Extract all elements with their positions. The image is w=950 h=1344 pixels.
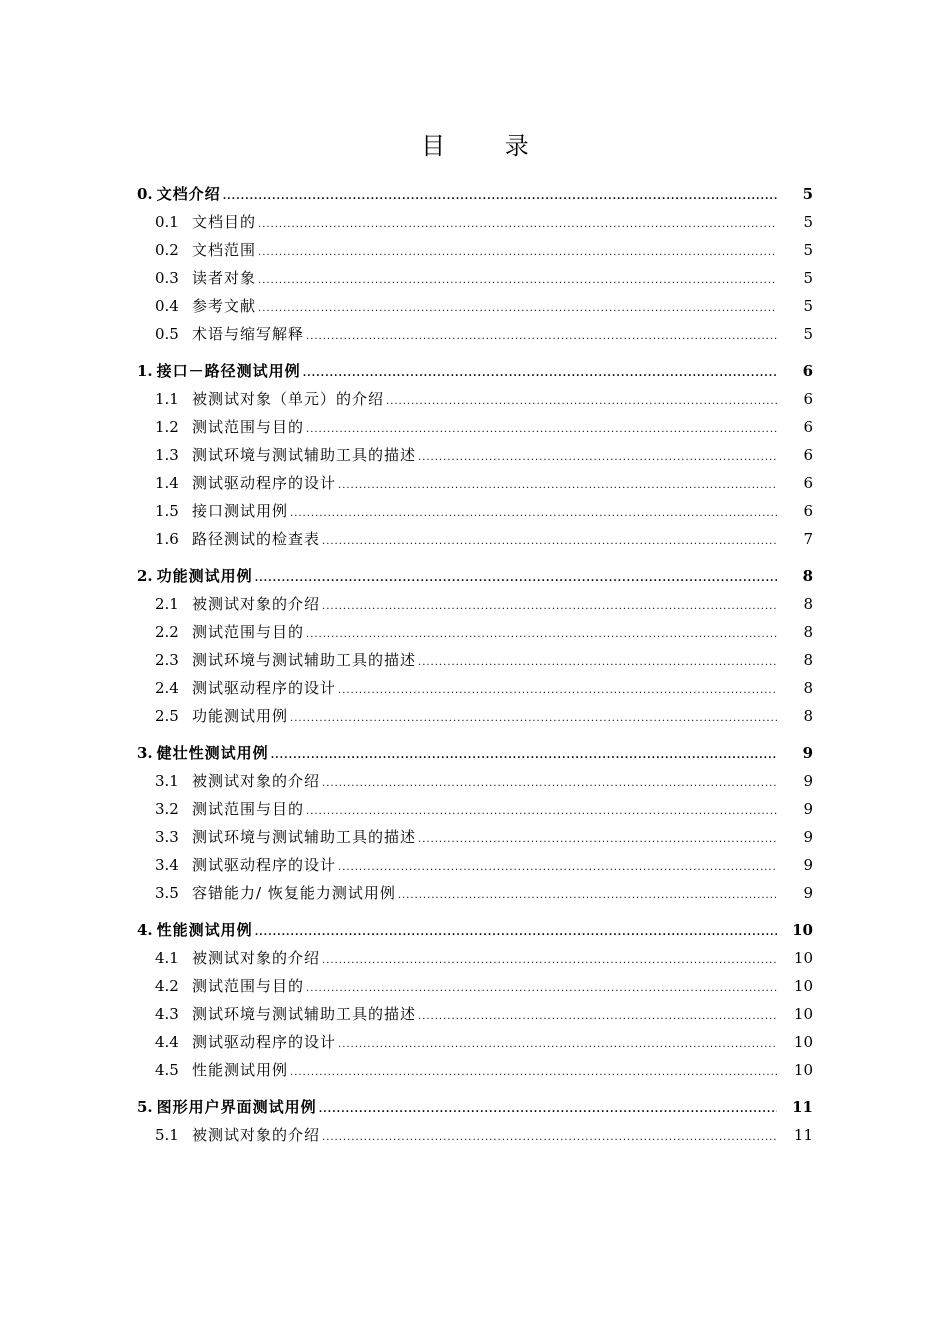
toc-section-entry[interactable]	[137, 320, 813, 348]
page-number: 9	[803, 828, 813, 846]
section-number: 4.3	[155, 1005, 179, 1023]
section-number: 5.1	[155, 1126, 179, 1144]
toc-section-entry[interactable]	[137, 702, 813, 730]
dot-leader	[290, 1056, 777, 1087]
toc-section-entry[interactable]	[137, 292, 813, 320]
section-number: 0.2	[155, 241, 179, 259]
section-title: 接口测试用例	[192, 502, 289, 520]
page-number: 5	[803, 325, 813, 343]
chapter-number: 4.	[137, 921, 153, 939]
dot-leader	[322, 944, 777, 975]
section-title: 性能测试用例	[192, 1061, 289, 1079]
section-number: 2.3	[155, 651, 179, 669]
section-title: 测试环境与测试辅助工具的描述	[192, 828, 417, 846]
section-title: 测试驱动程序的设计	[192, 1033, 337, 1051]
dot-leader	[258, 264, 777, 295]
chapter-title: 性能测试用例	[156, 921, 253, 939]
toc-section-entry[interactable]	[137, 1000, 813, 1028]
page-number: 5	[802, 185, 813, 203]
page-number: 9	[803, 884, 813, 902]
dot-leader	[271, 739, 777, 770]
section-title: 测试驱动程序的设计	[192, 474, 337, 492]
chapter-number: 2.	[137, 567, 153, 585]
dot-leader	[258, 292, 777, 323]
section-title: 测试环境与测试辅助工具的描述	[192, 446, 417, 464]
dot-leader	[306, 413, 777, 444]
toc-section-entry[interactable]	[137, 469, 813, 497]
toc-section-entry[interactable]	[137, 944, 813, 972]
page-number: 8	[803, 651, 813, 669]
toc-chapter-entry[interactable]	[137, 916, 813, 944]
section-title: 被测试对象的介绍	[192, 595, 321, 613]
section-title: 读者对象	[192, 269, 257, 287]
section-title: 路径测试的检查表	[192, 530, 321, 548]
dot-leader	[255, 562, 777, 593]
dot-leader	[290, 702, 777, 733]
page-number: 8	[802, 567, 813, 585]
dot-leader	[338, 851, 777, 882]
page-number: 5	[803, 269, 813, 287]
toc-section-entry[interactable]	[137, 618, 813, 646]
section-title: 文档目的	[192, 213, 257, 231]
dot-leader	[418, 1000, 777, 1031]
page-number: 5	[803, 241, 813, 259]
section-title: 测试环境与测试辅助工具的描述	[192, 651, 417, 669]
section-title: 测试范围与目的	[192, 977, 305, 995]
page-number: 7	[803, 530, 813, 548]
section-number: 4.4	[155, 1033, 179, 1051]
dot-leader	[338, 674, 777, 705]
page-number: 6	[802, 362, 813, 380]
page-number: 8	[803, 595, 813, 613]
section-title: 容错能力/ 恢复能力测试用例	[192, 884, 396, 902]
toc-chapter-entry[interactable]	[137, 562, 813, 590]
section-number: 4.1	[155, 949, 179, 967]
dot-leader	[258, 236, 777, 267]
chapter-number: 1.	[137, 362, 153, 380]
section-title: 术语与缩写解释	[192, 325, 305, 343]
dot-leader	[306, 972, 777, 1003]
section-number: 4.5	[155, 1061, 179, 1079]
section-title: 参考文献	[192, 297, 257, 315]
toc-section-entry[interactable]	[137, 823, 813, 851]
toc-section-entry[interactable]	[137, 879, 813, 907]
dot-leader	[319, 1093, 777, 1124]
toc-section-entry[interactable]	[137, 525, 813, 553]
toc-chapter-entry[interactable]	[137, 739, 813, 767]
dot-leader	[322, 1121, 777, 1152]
page-number: 6	[803, 390, 813, 408]
page-number: 6	[803, 418, 813, 436]
chapter-title: 健壮性测试用例	[156, 744, 269, 762]
dot-leader	[386, 385, 777, 416]
section-number: 1.5	[155, 502, 179, 520]
dot-leader	[322, 590, 777, 621]
chapter-number: 3.	[137, 744, 153, 762]
section-title: 测试驱动程序的设计	[192, 679, 337, 697]
dot-leader	[306, 618, 777, 649]
toc-section-entry[interactable]	[137, 590, 813, 618]
dot-leader	[306, 795, 777, 826]
page-number: 8	[803, 707, 813, 725]
section-title: 文档范围	[192, 241, 257, 259]
section-number: 0.3	[155, 269, 179, 287]
section-title: 测试范围与目的	[192, 418, 305, 436]
section-number: 0.1	[155, 213, 179, 231]
chapter-title: 接口－路径测试用例	[156, 362, 301, 380]
dot-leader	[322, 767, 777, 798]
chapter-number: 0.	[137, 185, 153, 203]
section-title: 被测试对象（单元）的介绍	[192, 390, 385, 408]
page-number: 11	[792, 1098, 813, 1116]
page-number: 10	[793, 1033, 813, 1051]
page-number: 9	[802, 744, 813, 762]
toc-section-entry[interactable]	[137, 264, 813, 292]
section-number: 1.1	[155, 390, 179, 408]
toc-section-entry[interactable]	[137, 236, 813, 264]
section-number: 3.1	[155, 772, 179, 790]
section-number: 2.1	[155, 595, 179, 613]
section-title: 被测试对象的介绍	[192, 949, 321, 967]
section-number: 2.2	[155, 623, 179, 641]
dot-leader	[255, 916, 777, 947]
dot-leader	[322, 525, 777, 556]
toc-section-entry[interactable]	[137, 646, 813, 674]
dot-leader	[338, 469, 777, 500]
page-number: 6	[803, 446, 813, 464]
page-number: 9	[803, 856, 813, 874]
chapter-title: 功能测试用例	[156, 567, 253, 585]
page-number: 5	[803, 297, 813, 315]
page-number: 10	[792, 921, 813, 939]
section-number: 3.4	[155, 856, 179, 874]
toc-section-entry[interactable]	[137, 767, 813, 795]
toc-section-entry[interactable]	[137, 208, 813, 236]
section-number: 2.4	[155, 679, 179, 697]
section-title: 测试范围与目的	[192, 623, 305, 641]
dot-leader	[418, 441, 777, 472]
toc-section-entry[interactable]	[137, 1028, 813, 1056]
toc-section-entry[interactable]	[137, 1056, 813, 1084]
dot-leader	[418, 646, 777, 677]
section-number: 3.2	[155, 800, 179, 818]
toc-chapter-entry[interactable]	[137, 357, 813, 385]
page-number: 9	[803, 800, 813, 818]
dot-leader	[223, 180, 777, 211]
dot-leader	[290, 497, 777, 528]
section-number: 3.3	[155, 828, 179, 846]
page-number: 6	[803, 474, 813, 492]
chapter-title: 图形用户界面测试用例	[156, 1098, 317, 1116]
section-number: 0.4	[155, 297, 179, 315]
toc-section-entry[interactable]	[137, 497, 813, 525]
page-number: 10	[793, 949, 813, 967]
page-number: 11	[793, 1126, 813, 1144]
table-of-contents	[137, 180, 813, 1149]
page-number: 9	[803, 772, 813, 790]
toc-section-entry[interactable]	[137, 385, 813, 413]
page-number: 8	[803, 679, 813, 697]
dot-leader	[303, 357, 777, 388]
section-title: 被测试对象的介绍	[192, 772, 321, 790]
toc-section-entry[interactable]	[137, 674, 813, 702]
section-number: 4.2	[155, 977, 179, 995]
dot-leader	[398, 879, 777, 910]
page-number: 8	[803, 623, 813, 641]
toc-chapter-entry[interactable]	[137, 1093, 813, 1121]
section-title: 功能测试用例	[192, 707, 289, 725]
dot-leader	[258, 208, 777, 239]
page-number: 10	[793, 1005, 813, 1023]
toc-section-entry[interactable]	[137, 972, 813, 1000]
section-number: 2.5	[155, 707, 179, 725]
section-number: 1.6	[155, 530, 179, 548]
toc-section-entry[interactable]	[137, 413, 813, 441]
toc-section-entry[interactable]	[137, 851, 813, 879]
section-number: 1.4	[155, 474, 179, 492]
dot-leader	[306, 320, 777, 351]
toc-section-entry[interactable]	[137, 1121, 813, 1149]
page-title: 目 录	[421, 132, 555, 160]
section-title: 被测试对象的介绍	[192, 1126, 321, 1144]
dot-leader	[418, 823, 777, 854]
section-number: 3.5	[155, 884, 179, 902]
page-number: 10	[793, 977, 813, 995]
toc-section-entry[interactable]	[137, 795, 813, 823]
chapter-title: 文档介绍	[156, 185, 221, 203]
section-number: 0.5	[155, 325, 179, 343]
toc-chapter-entry[interactable]	[137, 180, 813, 208]
chapter-number: 5.	[137, 1098, 153, 1116]
page-number: 5	[803, 213, 813, 231]
section-title: 测试环境与测试辅助工具的描述	[192, 1005, 417, 1023]
toc-section-entry[interactable]	[137, 441, 813, 469]
page-number: 10	[793, 1061, 813, 1079]
dot-leader	[338, 1028, 777, 1059]
page-number: 6	[803, 502, 813, 520]
section-number: 1.2	[155, 418, 179, 436]
section-title: 测试范围与目的	[192, 800, 305, 818]
section-title: 测试驱动程序的设计	[192, 856, 337, 874]
section-number: 1.3	[155, 446, 179, 464]
